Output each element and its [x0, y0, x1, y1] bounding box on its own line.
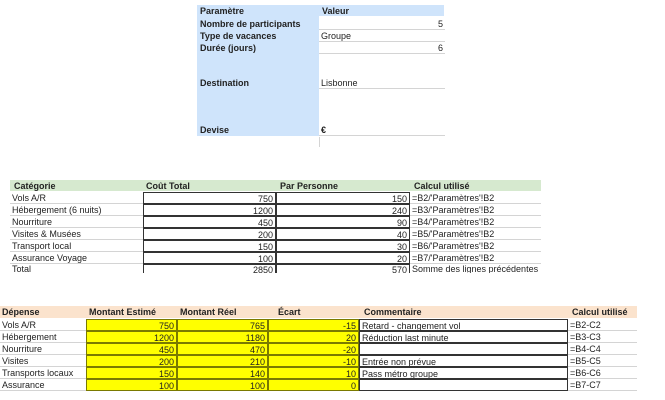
costs-header-cout-total[interactable]: Coût Total — [146, 181, 190, 191]
param-value-devise[interactable]: € — [319, 124, 445, 136]
expenses-cell-estime[interactable]: 200 — [86, 355, 177, 367]
expenses-cell-reel[interactable]: 1180 — [177, 331, 268, 343]
expenses-cell-commentaire[interactable] — [359, 343, 568, 355]
expenses-cell-calcul[interactable]: =B2-C2 — [568, 319, 637, 331]
expenses-cell-calcul[interactable]: =B7-C7 — [568, 379, 637, 391]
costs-cell-cout-total[interactable]: 750 — [143, 192, 276, 204]
costs-cell-categorie[interactable]: Assurance Voyage — [10, 252, 143, 264]
parameters-header-value[interactable]: Valeur — [322, 6, 350, 16]
expenses-cell-estime[interactable]: 450 — [86, 343, 177, 355]
expenses-cell-ecart[interactable]: -10 — [268, 355, 359, 367]
costs-total-label[interactable]: Total — [12, 264, 32, 273]
expenses-cell-depense[interactable]: Nourriture — [0, 343, 86, 355]
param-label-devise[interactable]: Devise — [200, 125, 230, 135]
expenses-cell-commentaire[interactable]: Retard - changement vol — [359, 319, 568, 331]
costs-cell-categorie[interactable]: Nourriture — [10, 216, 143, 228]
param-value-destination[interactable]: Lisbonne — [319, 77, 445, 89]
costs-cell-cout-total[interactable]: 200 — [143, 228, 276, 240]
costs-cell-calcul[interactable]: =B3/'Paramètres'!B2 — [410, 204, 541, 216]
expenses-cell-calcul[interactable]: =B3-C3 — [568, 331, 637, 343]
expenses-cell-estime[interactable]: 750 — [86, 319, 177, 331]
expenses-cell-depense[interactable]: Hébergement — [0, 331, 86, 343]
expenses-cell-depense[interactable]: Vols A/R — [0, 319, 86, 331]
parameters-header-param[interactable]: Paramètre — [200, 6, 245, 16]
costs-cell-cout-total[interactable]: 450 — [143, 216, 276, 228]
expenses-cell-commentaire[interactable]: Pass métro groupe — [359, 367, 568, 379]
costs-cell-cout-total[interactable]: 1200 — [143, 204, 276, 216]
expenses-cell-commentaire[interactable] — [359, 379, 568, 391]
expenses-header-commentaire[interactable]: Commentaire — [364, 307, 422, 317]
costs-cell-calcul[interactable]: =B5/'Paramètres'!B2 — [410, 228, 541, 240]
expenses-header-ecart[interactable]: Écart — [278, 307, 301, 317]
costs-cell-par-personne[interactable]: 90 — [276, 216, 410, 228]
costs-cell-par-personne[interactable]: 30 — [276, 240, 410, 252]
costs-cell-par-personne[interactable]: 40 — [276, 228, 410, 240]
expenses-cell-ecart[interactable]: 0 — [268, 379, 359, 391]
costs-total-calcul[interactable]: Somme des lignes précédentes — [412, 264, 539, 273]
param-label-destination[interactable]: Destination — [200, 78, 250, 88]
costs-cell-calcul[interactable]: =B7/'Paramètres'!B2 — [410, 252, 541, 264]
expenses-header-calcul[interactable]: Calcul utilisé — [572, 307, 628, 317]
costs-cell-categorie[interactable]: Visites & Musées — [10, 228, 143, 240]
expenses-cell-depense[interactable]: Assurance — [0, 379, 86, 391]
expenses-cell-estime[interactable]: 100 — [86, 379, 177, 391]
costs-cell-cout-total[interactable]: 150 — [143, 240, 276, 252]
expenses-cell-commentaire[interactable]: Entrée non prévue — [359, 355, 568, 367]
param-value-type[interactable]: Groupe — [319, 30, 445, 42]
param-label-type[interactable]: Type de vacances — [200, 31, 277, 41]
expenses-cell-reel[interactable]: 210 — [177, 355, 268, 367]
expenses-cell-calcul[interactable]: =B4-C4 — [568, 343, 637, 355]
expenses-header-estime[interactable]: Montant Estimé — [89, 307, 157, 317]
costs-total-par-personne[interactable]: 570 — [276, 264, 410, 273]
costs-cell-calcul[interactable]: =B4/'Paramètres'!B2 — [410, 216, 541, 228]
gridline — [319, 137, 320, 147]
param-value-duree[interactable]: 6 — [319, 42, 445, 54]
costs-cell-par-personne[interactable]: 150 — [276, 192, 410, 204]
expenses-cell-depense[interactable]: Transports locaux — [0, 367, 86, 379]
expenses-cell-calcul[interactable]: =B5-C5 — [568, 355, 637, 367]
costs-header-par-personne[interactable]: Par Personne — [280, 181, 339, 191]
param-label-participants[interactable]: Nombre de participants — [200, 19, 301, 29]
costs-cell-par-personne[interactable]: 240 — [276, 204, 410, 216]
expenses-cell-reel[interactable]: 765 — [177, 319, 268, 331]
param-value-participants[interactable]: 5 — [319, 18, 445, 30]
expenses-cell-commentaire[interactable]: Réduction last minute — [359, 331, 568, 343]
costs-cell-calcul[interactable]: =B2/'Paramètres'!B2 — [410, 192, 541, 204]
costs-total-cout[interactable]: 2850 — [143, 264, 276, 273]
costs-cell-categorie[interactable]: Transport local — [10, 240, 143, 252]
costs-cell-cout-total[interactable]: 100 — [143, 252, 276, 264]
costs-cell-par-personne[interactable]: 20 — [276, 252, 410, 264]
expenses-cell-reel[interactable]: 100 — [177, 379, 268, 391]
expenses-cell-reel[interactable]: 140 — [177, 367, 268, 379]
expenses-cell-calcul[interactable]: =B6-C6 — [568, 367, 637, 379]
expenses-cell-ecart[interactable]: -15 — [268, 319, 359, 331]
expenses-header-reel[interactable]: Montant Réel — [180, 307, 237, 317]
expenses-cell-ecart[interactable]: 10 — [268, 367, 359, 379]
costs-header-categorie[interactable]: Catégorie — [14, 181, 56, 191]
expenses-cell-ecart[interactable]: 20 — [268, 331, 359, 343]
costs-cell-categorie[interactable]: Hébergement (6 nuits) — [10, 204, 143, 216]
param-label-duree[interactable]: Durée (jours) — [200, 43, 257, 53]
expenses-cell-reel[interactable]: 470 — [177, 343, 268, 355]
expenses-header-depense[interactable]: Dépense — [2, 307, 40, 317]
costs-cell-categorie[interactable]: Vols A/R — [10, 192, 143, 204]
costs-header-calcul[interactable]: Calcul utilisé — [414, 181, 470, 191]
expenses-cell-estime[interactable]: 1200 — [86, 331, 177, 343]
expenses-cell-ecart[interactable]: -20 — [268, 343, 359, 355]
costs-cell-calcul[interactable]: =B6/'Paramètres'!B2 — [410, 240, 541, 252]
expenses-cell-depense[interactable]: Visites — [0, 355, 86, 367]
expenses-cell-estime[interactable]: 150 — [86, 367, 177, 379]
